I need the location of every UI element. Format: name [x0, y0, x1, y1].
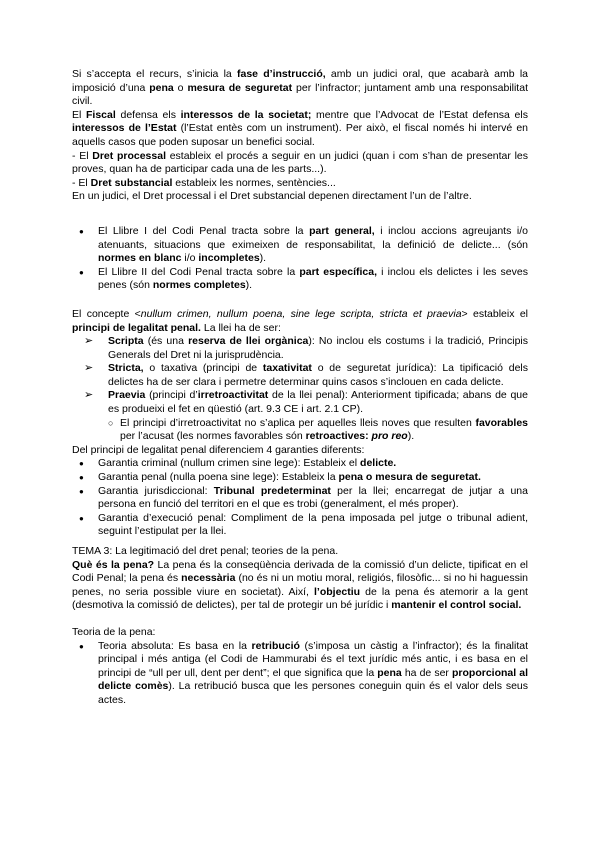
text-run: La llei ha de ser: — [200, 321, 281, 334]
text-run: Garantia criminal (nullum crimen sine lege): Estableix el — [98, 457, 361, 470]
text-run: (no és ni un motiu moral, religiós, filosòfic... si no hi haguessin penes, no seria possible viure en societat). Així, — [72, 572, 528, 598]
italic-term: nullum crimen, nullum poena, sine lege scripta, stricta et praevia — [140, 307, 462, 320]
section-heading: TEMA 3: La legitimació del dret penal; teories de la pena. — [72, 545, 339, 557]
text-run: El — [72, 108, 87, 121]
text-run: (és una — [143, 335, 189, 348]
list-item — [72, 389, 528, 443]
list-item — [72, 512, 528, 539]
text-run: o taxativa (principi de — [143, 362, 263, 375]
list-item — [72, 457, 528, 471]
bold-term: Dret substancial — [90, 176, 173, 189]
text-run: defensa els — [115, 108, 181, 121]
text-run: ). — [245, 279, 253, 292]
list-item — [72, 640, 528, 708]
que-es-paragraph — [72, 559, 528, 613]
text-run: per l’acusat (les normes favorables són — [120, 430, 306, 443]
text-run: (principi d’ — [145, 389, 198, 402]
bold-term: retroactives: — [305, 430, 369, 443]
text-run: (s’imposa un càstig a l’infractor); és la finalitat principal i més antiga (el Codi de Hammurabi és el text jurídic més antic, i es basa en el principi de “ull per ull, dent per dent”; el que significa que la — [98, 639, 528, 679]
text-run: El principi d’irretroactivitat no s’aplica per aquelles lleis noves que resulten — [120, 416, 476, 429]
bold-term: reserva de llei orgànica — [188, 335, 309, 348]
bold-term: part general, — [309, 224, 375, 237]
intro-paragraph — [72, 68, 528, 109]
text-run: ). — [259, 252, 267, 265]
bold-term: Scripta — [108, 335, 144, 348]
bold-term: normes en blanc — [98, 252, 182, 265]
bold-term: pena — [377, 666, 402, 679]
bold-term: pena — [149, 81, 174, 94]
garanties-list — [72, 457, 528, 539]
dret-processal-paragraph — [72, 150, 528, 177]
list-item — [72, 362, 528, 389]
bold-term: mantenir el control social. — [391, 599, 522, 612]
irretroactivitat-sublist — [72, 417, 528, 444]
bold-term: pena o mesura de seguretat. — [338, 471, 481, 484]
text-run: ). La retribució busca que les persones coneguin quin és el valor dels seus actes. — [98, 680, 528, 706]
text-run: Garantia jurisdiccional: — [98, 484, 214, 497]
text-run: de la llei penal): Anteriorment tipificada; abans de que es produeixi el fet en qüestió (art. 9.3 CE i art. 2.1 CP). — [108, 389, 528, 416]
bold-term: Fiscal — [86, 108, 116, 121]
judici-paragraph: En un judici, el Dret processal i el Dret substancial depenen directament l’un de l’altre. — [72, 190, 472, 203]
bold-term: favorables — [475, 416, 528, 429]
bold-term: Praevia — [108, 389, 146, 402]
llibres-list — [72, 225, 528, 293]
garanties-intro: Del principi de legalitat penal diferenciem 4 garanties diferents: — [72, 443, 365, 456]
bold-term: Stricta, — [108, 362, 144, 375]
bold-term: taxativitat — [262, 362, 312, 375]
text-run: - El — [72, 176, 91, 189]
text-run: - El — [72, 149, 93, 162]
bold-term: necessària — [181, 572, 236, 585]
list-item — [72, 471, 528, 485]
text-run: > estableix el — [461, 307, 528, 320]
text-run: estableix les normes, sentències... — [172, 176, 336, 189]
text-run: de la pena és atemorir a la gent (desmotiva la comissió de delictes), per tal de protegir un bé jurídic i — [72, 585, 528, 612]
bold-term: irretroactivitat — [197, 389, 269, 402]
bold-term: normes completes — [152, 279, 246, 292]
bold-term: fase d’instrucció, — [237, 68, 326, 80]
text-run: El Llibre I del Codi Penal tracta sobre la — [98, 224, 310, 237]
text-run: La pena és la conseqüència derivada de la comissió d’un delicte, tipificat en el Codi Penal; la pena és — [72, 558, 529, 585]
fiscal-paragraph — [72, 109, 528, 150]
text-run: o — [173, 81, 188, 94]
bold-term: part específica, — [299, 265, 377, 278]
bold-term: mesura de seguretat — [187, 81, 293, 94]
bold-term: delicte. — [360, 457, 397, 470]
bold-term: Tribunal predeterminat — [213, 484, 331, 497]
bold-term: l’objectiu — [314, 585, 361, 598]
bold-italic-term: pro reo — [371, 430, 408, 443]
bold-term: retribució — [251, 639, 300, 652]
text-run: ): No inclou els costums i la tradició, Principis Generals del Dret ni la jurisprudència. — [108, 335, 529, 361]
text-run: Garantia penal (nulla poena sine lege): Estableix la — [98, 471, 339, 484]
list-item — [72, 485, 528, 512]
text-run: Garantia d’execució penal: Compliment de la pena imposada pel jutge o tribunal adient, seguint l’estipulat per la llei. — [98, 511, 528, 538]
bold-term: Dret processal — [92, 149, 166, 162]
list-item — [72, 225, 528, 266]
text-run: mentre que l’Advocat de l’Estat defensa els — [311, 108, 528, 121]
text-run: per la llei; encarregat de jutjar a una persona en funció del territori en el que es trobi (generalment, el més proper). — [98, 484, 528, 511]
bold-term: incompletes — [198, 252, 260, 265]
concepte-paragraph — [72, 308, 528, 335]
text-run: El concepte < — [72, 307, 141, 320]
list-item — [72, 266, 528, 293]
text-run: i/o — [181, 252, 199, 265]
text-run: i inclou accions agreujants i/o atenuants, situacions que eximeixen de responsabilitat, la definició de delicte... (són — [98, 224, 528, 251]
bold-term: principi de legalitat penal. — [72, 321, 201, 334]
text-run: El Llibre II del Codi Penal tracta sobre la — [98, 265, 300, 278]
text-run: ). — [407, 430, 415, 443]
list-item — [72, 335, 528, 362]
text-run: (l’Estat entès com un instrument). Per això, el fiscal només hi intervé en aquells casos que poden suposar un benefici social. — [72, 122, 528, 148]
dret-substancial-paragraph — [72, 177, 528, 191]
text-run: i inclou els delictes i les seves penes (són — [98, 265, 528, 292]
bold-term: Què és la pena? — [72, 558, 155, 571]
bold-term: interessos de l’Estat — [72, 122, 177, 135]
bold-term: proporcional al delicte comès — [98, 666, 528, 693]
text-run: Teoria absoluta: Es basa en la — [98, 639, 252, 652]
bold-term: interessos de la societat; — [180, 108, 312, 121]
text-run: Si s’accepta el recurs, s’inicia la — [72, 68, 237, 80]
text-run: amb un judici oral, que acabarà amb la imposició d’una — [72, 68, 528, 94]
text-run: o de seguretat jurídica): La tipificació dels delictes ha de ser clara i permetre determinar quins casos s’inclouen en cada delicte. — [108, 362, 528, 388]
list-item — [72, 417, 528, 444]
requisits-list — [72, 335, 528, 444]
text-run: estableix el procés a seguir en un judici (quan i com s’han de presentar les proves, quan ha de participar cada una de les parts...). — [72, 149, 529, 176]
document-page — [72, 68, 528, 708]
teoria-label: Teoria de la pena: — [72, 625, 156, 638]
teoria-list — [72, 640, 528, 708]
text-run: per l’infractor; juntament amb una responsabilitat civil. — [72, 81, 528, 108]
text-run: ha de ser — [401, 666, 452, 679]
